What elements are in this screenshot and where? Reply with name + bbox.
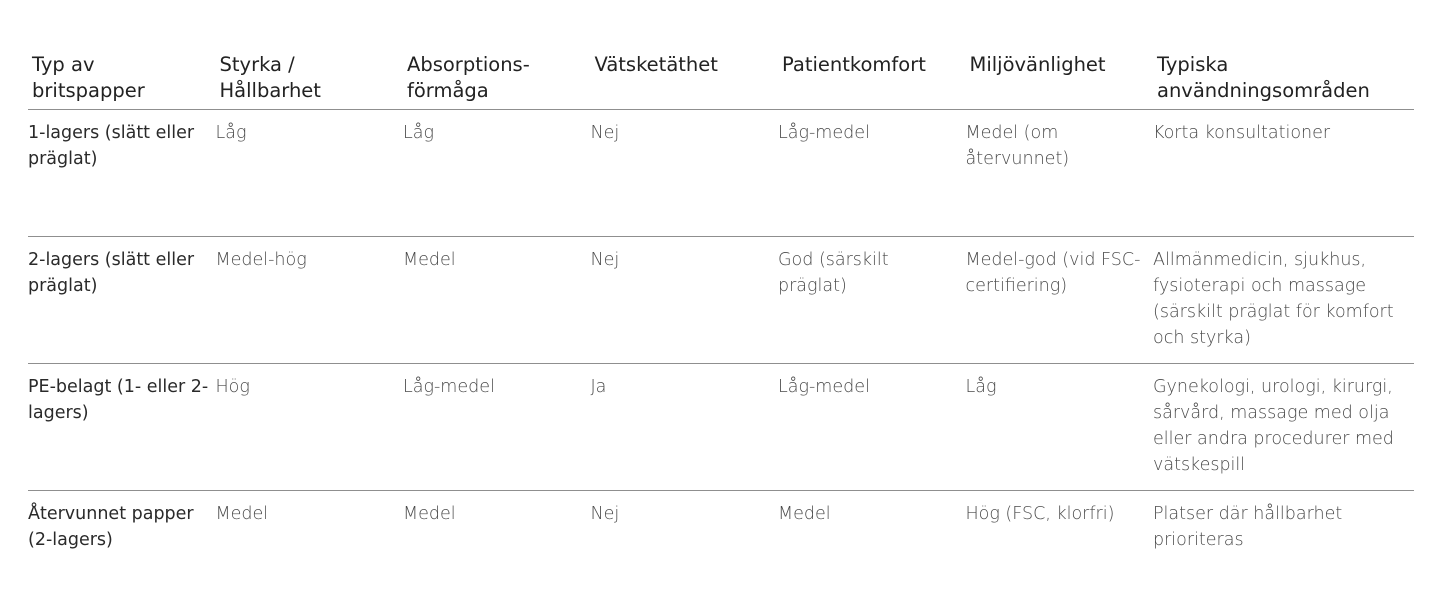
cell-liquid-tightness: Nej (591, 110, 779, 237)
britspapper-comparison-table (28, 50, 1414, 581)
cell-strength: Låg (216, 110, 404, 237)
header-liquid-tightness: Vätsketäthet (591, 50, 779, 110)
table-row (28, 110, 1414, 237)
cell-patient-comfort: Låg-medel (778, 110, 966, 237)
table-row (28, 491, 1414, 582)
cell-type: PE-belagt (1- eller 2-lagers) (28, 364, 216, 491)
header-typical-uses: Typiska användningsområden (1153, 50, 1414, 110)
table-body (28, 110, 1414, 582)
cell-liquid-tightness: Nej (590, 504, 620, 524)
comparison-table-container (28, 50, 1414, 581)
cell-eco-friendliness: Låg (966, 364, 1154, 491)
cell-type: 2-lagers (slätt eller präglat) (28, 237, 216, 364)
header-row (28, 50, 1414, 110)
cell-patient-comfort: Låg-medel (778, 364, 966, 491)
cell-type: Återvunnet papper (2-lagers) (28, 504, 194, 550)
cell-strength: Medel-hög (216, 237, 404, 364)
cell-liquid-tightness: Nej (591, 237, 779, 364)
table-row (28, 237, 1414, 364)
header-eco-friendliness: Miljövänlighet (966, 50, 1154, 110)
cell-eco-friendliness: Medel (om återvunnet) (966, 110, 1154, 237)
cell-typical-uses: Allmänmedicin, sjukhus, fysioterapi och massage (särskilt präglat för komfort och styrka) (1153, 237, 1414, 364)
cell-strength: Medel (215, 504, 269, 524)
cell-strength: Hög (216, 364, 404, 491)
cell-type: 1-lagers (slätt eller präglat) (28, 110, 216, 237)
cell-absorption: Låg-medel (403, 364, 591, 491)
header-type: Typ av britspapper (28, 50, 216, 110)
header-absorption: Absorptions-förmåga (403, 50, 591, 110)
cell-absorption: Medel (403, 504, 456, 524)
cell-absorption: Låg (403, 110, 591, 237)
header-strength: Styrka / Hållbarhet (216, 50, 404, 110)
cell-liquid-tightness: Ja (591, 364, 779, 491)
cell-eco-friendliness: Hög (FSC, klorfri) (965, 504, 1115, 524)
table-header (28, 50, 1414, 110)
cell-eco-friendliness: Medel-god (vid FSC-certifiering) (966, 237, 1154, 364)
cell-absorption: Medel (403, 237, 591, 364)
cell-typical-uses: Gynekologi, urologi, kirurgi, sårvård, massage med olja eller andra procedurer med vätskespill (1153, 364, 1414, 491)
header-patient-comfort: Patientkomfort (778, 50, 966, 110)
cell-patient-comfort: Medel (778, 504, 831, 524)
cell-patient-comfort: God (särskilt präglat) (778, 237, 966, 364)
cell-typical-uses: Platser där hållbarhet prioriteras (1153, 504, 1343, 550)
table-row (28, 364, 1414, 491)
cell-typical-uses: Korta konsultationer (1153, 110, 1414, 237)
